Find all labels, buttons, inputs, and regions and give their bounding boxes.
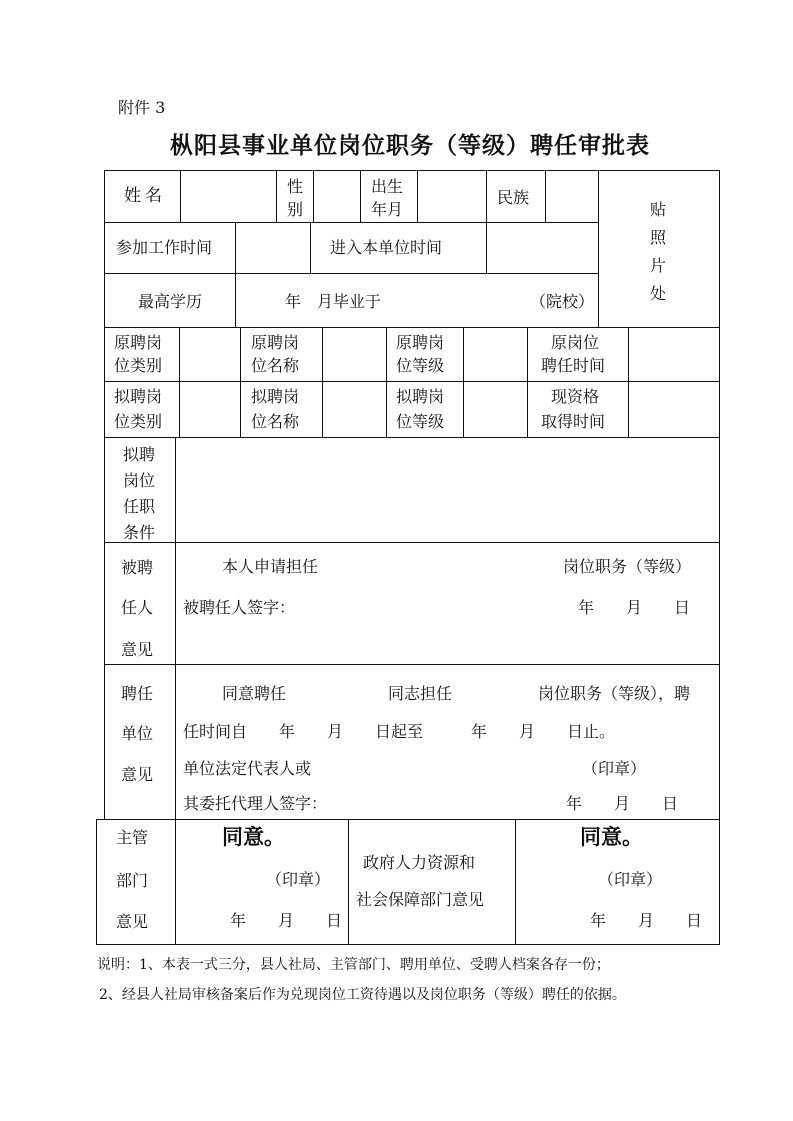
- note-2: 2、经县人社局审核备案后作为兑现岗位工资待遇以及岗位职务（等级）聘任的依据。: [99, 987, 626, 1003]
- orig-term-label-1: 原岗位: [551, 333, 600, 352]
- education-label: 最高学历: [138, 292, 203, 311]
- hr-dept-label-2: 社会保障部门意见: [356, 890, 485, 909]
- conditions-label-3: 任职: [123, 497, 156, 516]
- dept-opinion-label-2: 部门: [116, 871, 149, 890]
- legal-rep-text: 单位法定代表人或: [183, 759, 312, 778]
- new-level-label-1: 拟聘岗: [396, 387, 445, 406]
- gender-label-top: 性: [287, 177, 304, 196]
- form-title: 枞阳县事业单位岗位职务（等级）聘任审批表: [170, 132, 650, 159]
- agree-appoint-text: 同意聘任: [222, 684, 287, 703]
- employer-opinion-label-2: 单位: [121, 724, 154, 743]
- work-start-label: 参加工作时间: [116, 238, 213, 257]
- orig-category-label-1: 原聘岗: [114, 333, 163, 352]
- employer-position-text: 岗位职务（等级），聘: [538, 684, 691, 703]
- school-label: （院校）: [530, 292, 595, 311]
- conditions-label-2: 岗位: [123, 471, 156, 490]
- qualification-label-2: 取得时间: [541, 412, 606, 431]
- term-text: 任时间自 年 月 日起至 年 月 日止。: [183, 722, 616, 741]
- apply-text: 本人申请担任: [222, 557, 319, 576]
- orig-level-label-1: 原聘岗: [396, 333, 445, 352]
- employer-date: 年 月 日: [566, 794, 679, 813]
- graduation-text: 年 月毕业于: [285, 292, 382, 311]
- orig-name-label-1: 原聘岗: [251, 333, 300, 352]
- dept-date: 年 月 日: [230, 911, 343, 930]
- gender-label-bottom: 别: [287, 200, 304, 219]
- apply-position-text: 岗位职务（等级）: [563, 557, 692, 576]
- hr-dept-label-1: 政府人力资源和: [363, 853, 476, 872]
- employer-opinion-label-3: 意见: [121, 765, 154, 784]
- comrade-text: 同志担任: [388, 684, 453, 703]
- orig-category-label-2: 位类别: [114, 356, 163, 375]
- birth-label-top: 出生: [371, 177, 404, 196]
- hr-agree-text: 同意。: [580, 824, 643, 849]
- employer-opinion-label-1: 聘任: [121, 684, 154, 703]
- unit-join-label: 进入本单位时间: [330, 238, 443, 257]
- note-1: 说明：1、本表一式三分，县人社局、主管部门、聘用单位、受聘人档案各存一份；: [97, 957, 610, 973]
- orig-name-label-2: 位名称: [251, 356, 300, 375]
- appointee-opinion-label-1: 被聘: [121, 558, 154, 577]
- orig-term-label-2: 聘任时间: [541, 356, 606, 375]
- appointee-opinion-label-2: 任人: [121, 598, 154, 617]
- photo-text-2: 照: [650, 228, 667, 247]
- qualification-label-1: 现资格: [551, 387, 600, 406]
- photo-text-3: 片: [650, 256, 667, 275]
- employer-seal: （印章）: [582, 759, 647, 778]
- new-level-label-2: 位等级: [396, 412, 445, 431]
- dept-opinion-label-1: 主管: [116, 828, 149, 847]
- appointee-date: 年 月 日: [578, 598, 691, 617]
- conditions-label-4: 条件: [123, 523, 156, 542]
- ethnicity-label: 民族: [497, 188, 530, 207]
- appointee-opinion-label-3: 意见: [121, 640, 154, 659]
- new-category-label-1: 拟聘岗: [114, 387, 163, 406]
- delegate-signature-label: 其委托代理人签字：: [183, 794, 328, 813]
- conditions-label-1: 拟聘: [123, 445, 156, 464]
- hr-seal: （印章）: [598, 870, 663, 889]
- photo-text-1: 贴: [650, 200, 667, 219]
- birth-label-bottom: 年月: [371, 200, 404, 219]
- hr-date: 年 月 日: [590, 911, 703, 930]
- dept-seal: （印章）: [266, 870, 331, 889]
- attachment-label: 附件 3: [118, 98, 166, 117]
- new-category-label-2: 位类别: [114, 412, 163, 431]
- orig-level-label-2: 位等级: [396, 356, 445, 375]
- name-label: 姓名: [124, 186, 166, 206]
- new-name-label-1: 拟聘岗: [251, 387, 300, 406]
- appointee-signature-label: 被聘任人签字：: [183, 598, 296, 617]
- dept-opinion-label-3: 意见: [116, 912, 149, 931]
- photo-text-4: 处: [650, 284, 667, 303]
- dept-agree-text: 同意。: [222, 824, 285, 849]
- new-name-label-2: 位名称: [251, 412, 300, 431]
